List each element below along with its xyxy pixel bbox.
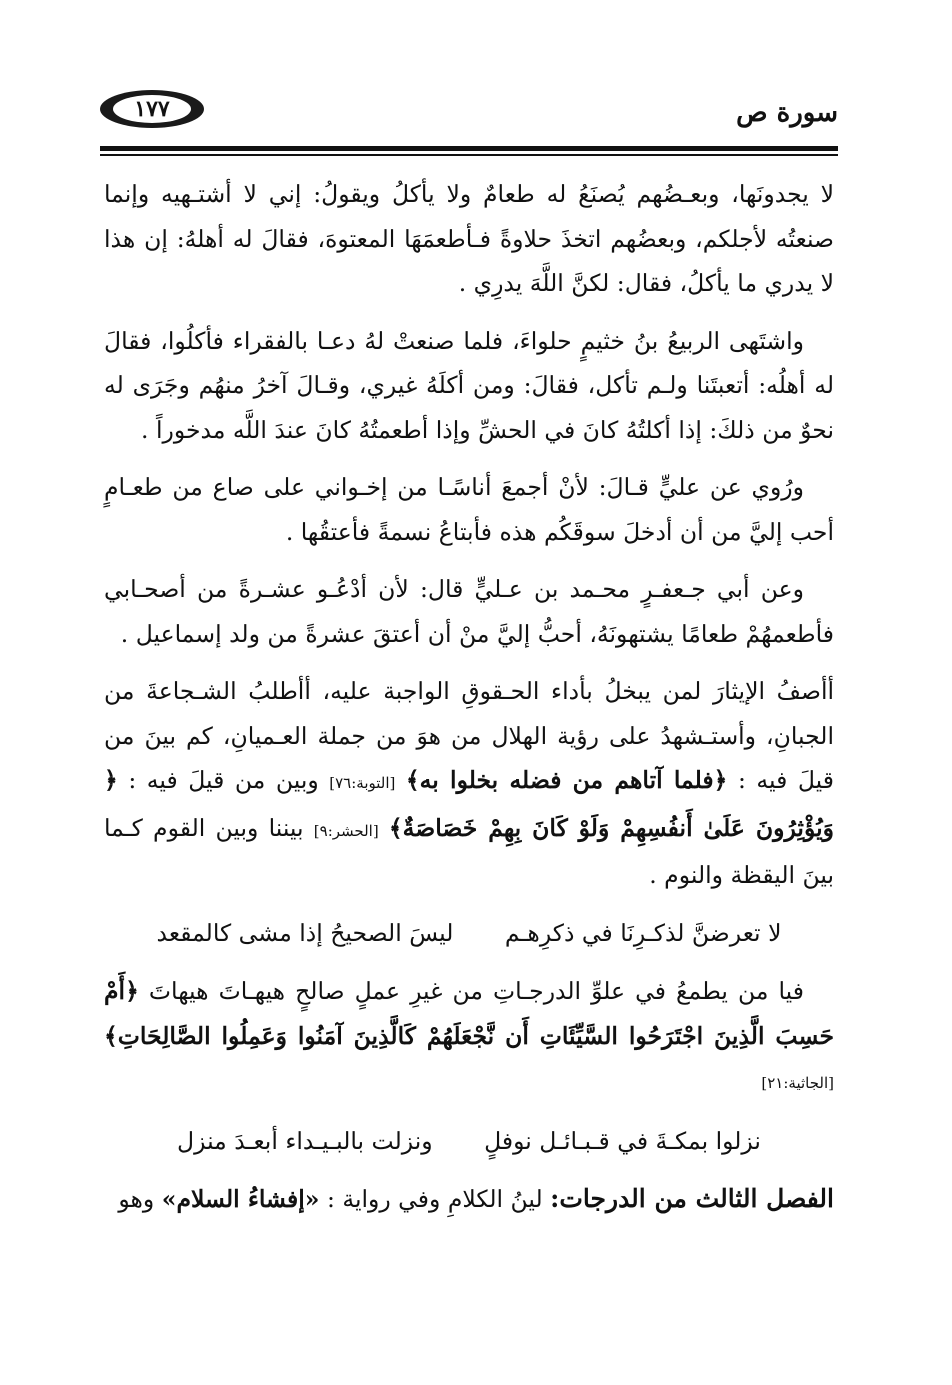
verse-2-first-hemistich: نزلوا بمكـةَ في قـبـائـل نوفلٍ [484,1126,761,1155]
quran-ref-1: [التوبة:٧٦] [329,774,396,792]
quran-ref-3: [الجاثية:٢١] [761,1074,834,1092]
header-rule-thick [100,146,838,151]
quran-quote-1: ﴿فلما آتاهم من فضله بخلوا به﴾ [405,766,728,794]
page-number-badge [100,90,204,128]
page-header [100,86,838,146]
paragraph-5-text-b: وبين من قيلَ فيه : [128,766,319,794]
poem-verse-1 [104,911,834,956]
page-number: ١٧٧ [113,95,191,123]
paragraph-5-text-c: بيننا وبين القوم كـما بينَ اليقظة والنوم . [104,813,834,889]
verse-1-second-hemistich: ليسَ الصحيحُ إذا مشى كالمقعد [156,918,454,947]
surah-title: سورة ص [736,98,838,128]
paragraph-6 [104,969,834,1106]
paragraph-7-text-b: وهو [118,1185,155,1213]
paragraph-2: واشتَهى الربيعُ بنُ خثيمٍ حلواءَ، فلما صنعتْ لهُ دعـا بالفقراء فأكلُوا، فقالَ له أهلُه: أتعبتَنا ولـم تأكل، فقالَ: ومن أكلَهُ غيري، وقـالَ آخرُ منهُم وجَرَى له نحوٌ من ذلكَ: إذا أكلتُهُ كانَ في الحشِّ وإذا أطعمتُهُ كانَ عندَ اللَّه مدخوراً . [104,326,834,444]
paragraph-6-text: فيا من يطمعُ في علوِّ الدرجـاتِ من غيرِ عملٍ صالحٍ هيهـاتَ هيهاتَ [148,977,804,1005]
poem-verse-2 [104,1119,834,1164]
paragraph-3: ورُوي عن عليٍّ قـالَ: لأنْ أجمعَ أناسًـا من إخـواني على صاع من طعـامٍ أحب إليَّ من أن أدخلَ سوقَكُم هذه فأبتاعُ نسمةً فأعتقُها . [104,473,834,546]
verse-2-second-hemistich: ونزلت بالبـيـداء أبعـدَ منزل [177,1126,433,1155]
header-rule-thin [100,154,838,156]
paragraph-7-text-a: لينُ الكلامِ وفي رواية : [326,1185,543,1213]
paragraph-1: لا يجدونَها، وبعـضُهم يُصنَعُ له طعامٌ ولا يأكلُ ويقولُ: إني لا أشتـهيه وإنما صنعتُه لأجلكم، وبعضُهم اتخذَ حلاوةً فـأطعمَهَا المعتوهَ، فقالَ له أهلهُ: إن هذا لا يدري ما يأكلُ، فقال: لكنَّ اللَّهَ يدرِي . [104,180,834,297]
paragraph-7 [104,1177,834,1222]
section-heading: الفصل الثالث من الدرجات: [550,1184,834,1213]
paragraph-4: وعن أبي جـعفـرٍ محـمد بن عـليٍّ قال: لأن أدْعُـو عشـرةً من أصحـابي فأطعمهُمْ طعامًا يشتهونَهُ، أحبُّ إليَّ منْ أن أعتقَ عشرةً من ولد إسماعيل . [104,575,834,648]
quran-quote-2: ﴿ وَيُؤْثِرُونَ عَلَىٰ أَنفُسِهِمْ وَلَوْ كَانَ بِهِمْ خَصَاصَةٌ﴾ [104,766,834,842]
quran-ref-2: [الحشر:٩] [313,821,379,840]
hadith-quote: «إفشاءُ السلام» [161,1185,320,1213]
paragraph-5 [104,669,834,898]
verse-1-first-hemistich: لا تعرضنَّ لذكـرِنَا في ذكرِهـم [504,918,782,947]
page-body [104,172,834,1235]
paragraph-5-text-a: أأصفُ الإيثارَ لمن يبخلُ بأداء الحـقوقِ الواجبة عليه، أأطلبُ الشـجاعةَ من الجبانِ، وأستـشهدُ على رؤية الهلال من هوَ من جملة العـميانِ، كم بينَ من قيلَ فيه : [104,677,834,794]
quran-quote-3: ﴿أَمْ حَسِبَ الَّذِينَ اجْتَرَحُوا السَّيِّئَاتِ أَن نَّجْعَلَهُمْ كَالَّذِينَ آمَنُوا وَعَمِلُوا الصَّالِحَاتِ﴾ [104,977,834,1050]
